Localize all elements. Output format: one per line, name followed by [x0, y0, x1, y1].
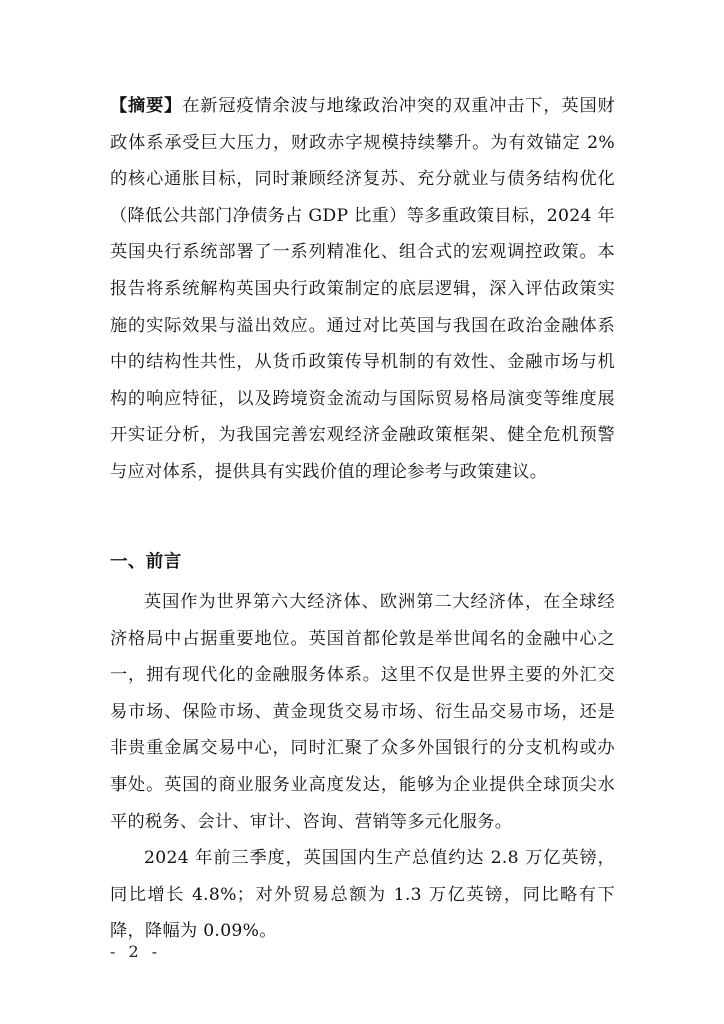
page-number: - 2 - [110, 942, 162, 961]
abstract-label: 【摘要】 [110, 96, 183, 116]
body-paragraph-1: 英国作为世界第六大经济体、欧洲第二大经济体，在全球经济格局中占据重要地位。英国首都伦敦是举世闻名的金融中心之一，拥有现代化的金融服务体系。这里不仅是世界主要的外汇交易市场、保险市场、黄金现货交易市场、衍生品交易市场，还是非贵重金属交易中心，同时汇聚了众多外国银行的分支机构或办事处。英国的商业服务业高度发达，能够为企业提供全球顶尖水平的税务、会计、审计、咨询、营销等多元化服务。 [110, 592, 615, 832]
section-body [110, 566, 615, 950]
abstract-paragraph [110, 88, 615, 491]
abstract-text: 在新冠疫情余波与地缘政治冲突的双重冲击下，英国财政体系承受巨大压力，财政赤字规模持续攀升。为有效锚定 2%的核心通胀目标，同时兼顾经济复苏、充分就业与债务结构优化（降低公共部门净债务占 GDP 比重）等多重政策目标，2024 年英国央行系统部署了一系列精准化、组合式的宏观调控政策。本报告将系统解构英国央行政策制定的底层逻辑，深入评估政策实施的实际效果与溢出效应。通过对比英国与我国在政治金融体系中的结构性共性，从货币政策传导机制的有效性、金融市场与机构的响应特征，以及跨境资金流动与国际贸易格局演变等维度展开实证分析，为我国完善宏观经济金融政策框架、健全危机预警与应对体系，提供具有实践价值的理论参考与政策建议。 [110, 96, 616, 482]
body-paragraph-2: 2024 年前三季度，英国国内生产总值约达 2.8 万亿英镑，同比增长 4.8%；对外贸易总额为 1.3 万亿英镑，同比略有下降，降幅为 0.09%。 [110, 848, 615, 942]
section-heading: 一、前言 [110, 552, 182, 572]
